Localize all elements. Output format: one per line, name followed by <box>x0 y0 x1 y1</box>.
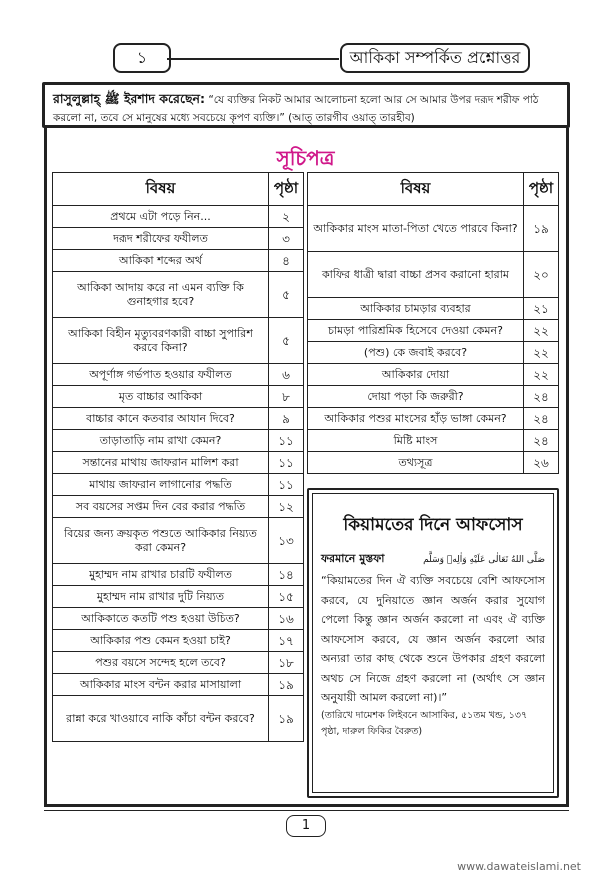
toc-subject: দোয়া পড়া কি জরুরী? <box>308 386 524 408</box>
toc-page: ৩ <box>269 228 304 250</box>
toc-row <box>53 430 304 452</box>
toc-row <box>308 452 559 474</box>
toc-row <box>308 298 559 320</box>
toc-row <box>53 452 304 474</box>
toc-subject: মাথায় জাফরান লাগানোর পদ্ধতি <box>53 474 269 496</box>
hadith-box <box>42 82 570 128</box>
toc-subject: সন্তানের মাথায় জাফরান মালিশ করা <box>53 452 269 474</box>
hadith-text: “যে ব্যক্তির নিকট আমার আলোচনা হলো আর সে আমার উপর দরূদ শরীফ পাঠ করলো না, তবে সে মানুষের মধ্যে সবচেয়ে কৃপণ ব্যক্তি।” (আত্ তারগীব ওয়াত্ তারহীব) <box>53 94 539 124</box>
toc-subject: পশুর বয়সে সন্দেহ হলে তবে? <box>53 652 269 674</box>
toc-row <box>53 496 304 518</box>
toc-subject: মৃত বাচ্চার আকিকা <box>53 386 269 408</box>
box-hadith-text: “কিয়ামতের দিন ঐ ব্যক্তি সবচেয়ে বেশি আফসোস করবে, যে দুনিয়াতে জ্ঞান অর্জন করার সুযোগ পেলো কিন্তু জ্ঞান অর্জন করলো না এবং ঐ ব্যক্তি আফসোস করবে, যে জ্ঞান অর্জন করলো আর অন্যরা তার কাছ থেকে শুনে উপকার গ্রহণ করলো অথচ সে নিজে গ্রহণ করলো না (অর্থাৎ সে জ্ঞান অনুযায়ী আমল করলো না)।” <box>321 574 545 704</box>
toc-subject: মুহাম্মদ নাম রাখার দুটি নিয়্যত <box>53 586 269 608</box>
toc-page: ৯ <box>269 408 304 430</box>
toc-row <box>53 364 304 386</box>
toc-subject: আকিকা আদায় করে না এমন ব্যক্তি কি গুনাহগার হবে? <box>53 272 269 318</box>
toc-subject: বিয়ের জন্য ক্রয়কৃত পশুতে আকিকার নিয়্যত করা কেমন? <box>53 518 269 564</box>
toc-row <box>53 564 304 586</box>
page-border-right <box>566 128 569 804</box>
toc-page: ২৪ <box>524 386 559 408</box>
toc-subject: অপূর্ণাঙ্গ গর্ভপাত হওয়ার ফযীলত <box>53 364 269 386</box>
toc-title: সূচিপত্র <box>276 146 335 170</box>
box-arabic-salutation: صَلَّى اللهُ تَعَالٰى عَلَيْهِ وَاٰلِهٖ وَسَلَّم <box>423 554 545 565</box>
chapter-number-badge: ১ <box>113 43 171 73</box>
website-url: www.dawateislami.net <box>457 860 581 873</box>
page-header-title: আকিকা সম্পর্কিত প্রশ্নোত্তর <box>340 43 530 73</box>
toc-subject: আকিকা বিহীন মৃত্যুবরণকারী বাচ্চা সুপারিশ করবে কিনা? <box>53 318 269 364</box>
toc-row <box>53 250 304 272</box>
toc-page: ১৯ <box>524 206 559 252</box>
toc-page: ১১ <box>269 452 304 474</box>
toc-row <box>53 674 304 696</box>
toc-page: ১১ <box>269 430 304 452</box>
toc-page: ১৯ <box>269 696 304 742</box>
toc-row <box>308 386 559 408</box>
toc-header-page: পৃষ্ঠা <box>269 173 304 206</box>
toc-subject: আকিকার পশুর মাংসের হাঁড় ভাঙ্গা কেমন? <box>308 408 524 430</box>
toc-subject: রান্না করে খাওয়াবে নাকি কাঁচা বন্টন করবে? <box>53 696 269 742</box>
toc-subject: (পশু) কে জবাই করবে? <box>308 342 524 364</box>
toc-row <box>308 408 559 430</box>
toc-page: ২৪ <box>524 408 559 430</box>
toc-subject: বাচ্চার কানে কতবার আযান দিবে? <box>53 408 269 430</box>
page-border-bottom <box>44 804 569 807</box>
toc-row <box>53 272 304 318</box>
toc-table-right <box>307 172 559 474</box>
regret-on-judgment-day-box <box>307 488 559 798</box>
toc-header-subject: বিষয় <box>53 173 269 206</box>
toc-row <box>308 364 559 386</box>
toc-row <box>53 318 304 364</box>
toc-row <box>53 408 304 430</box>
toc-subject: আকিকার মাংস বন্টন করার মাসায়ালা <box>53 674 269 696</box>
box-title: কিয়ামতের দিনে আফসোস <box>343 515 523 535</box>
box-lead: ফরমানে মুস্তফা <box>321 552 385 565</box>
toc-subject: আকিকার দোয়া <box>308 364 524 386</box>
toc-page: ১৬ <box>269 608 304 630</box>
toc-subject: সব বয়সের সপ্তম দিন বের করার পদ্ধতি <box>53 496 269 518</box>
toc-page: ১১ <box>269 474 304 496</box>
toc-row <box>308 252 559 298</box>
toc-row <box>53 652 304 674</box>
toc-page: ১৮ <box>269 652 304 674</box>
toc-row <box>53 630 304 652</box>
hadith-lead: রাসুলুল্লাহ্ ﷺ ইরশাদ করেছেন: <box>53 91 205 106</box>
toc-subject: আকিকাতে কতটি পশু হওয়া উচিত? <box>53 608 269 630</box>
toc-page: ২১ <box>524 298 559 320</box>
toc-subject: দরূদ শরীফের ফযীলত <box>53 228 269 250</box>
toc-row <box>53 586 304 608</box>
toc-page: ২৬ <box>524 452 559 474</box>
toc-page: ১২ <box>269 496 304 518</box>
header-divider <box>167 58 339 60</box>
toc-subject: তাড়াতাড়ি নাম রাখা কেমন? <box>53 430 269 452</box>
toc-subject: কাফির ধাত্রী দ্বারা বাচ্চা প্রসব করানো হারাম <box>308 252 524 298</box>
toc-row <box>308 320 559 342</box>
toc-page: ৫ <box>269 318 304 364</box>
toc-page: ৬ <box>269 364 304 386</box>
toc-subject: মুহাম্মদ নাম রাখার চারটি ফযীলত <box>53 564 269 586</box>
toc-subject: তথ্যসূত্র <box>308 452 524 474</box>
toc-page: ২২ <box>524 342 559 364</box>
toc-row <box>308 206 559 252</box>
toc-page: ২৪ <box>524 430 559 452</box>
toc-page: ১৫ <box>269 586 304 608</box>
toc-row <box>53 696 304 742</box>
toc-subject: প্রথমে এটা পড়ে নিন... <box>53 206 269 228</box>
page-border-left <box>44 128 47 804</box>
toc-page: ২২ <box>524 320 559 342</box>
toc-subject: মিষ্টি মাংস <box>308 430 524 452</box>
toc-page: ৪ <box>269 250 304 272</box>
toc-page: ২ <box>269 206 304 228</box>
toc-row <box>308 430 559 452</box>
toc-subject: আকিকা শব্দের অর্থ <box>53 250 269 272</box>
toc-subject: আকিকার চামড়ার ব্যবহার <box>308 298 524 320</box>
toc-row <box>308 342 559 364</box>
toc-subject: আকিকার মাংস মাতা-পিতা খেতে পারবে কিনা? <box>308 206 524 252</box>
toc-row <box>53 474 304 496</box>
toc-table-left <box>52 172 304 742</box>
toc-row <box>53 608 304 630</box>
toc-row <box>53 518 304 564</box>
page-border-bottom-thin <box>44 810 569 811</box>
box-reference: (তারিখে দামেশক লিইবনে আসাকির, ৫১তম খন্ড, ১৩৭ পৃষ্ঠা, দারুল ফিকির বৈরুত) <box>321 709 528 737</box>
toc-header-subject: বিষয় <box>308 173 524 206</box>
toc-subject: আকিকার পশু কেমন হওয়া চাই? <box>53 630 269 652</box>
toc-page: ১৩ <box>269 518 304 564</box>
toc-page: ২০ <box>524 252 559 298</box>
page-number: 1 <box>286 815 326 837</box>
toc-page: ১৪ <box>269 564 304 586</box>
toc-subject: চামড়া পারিশ্রমিক হিসেবে দেওয়া কেমন? <box>308 320 524 342</box>
toc-row <box>53 386 304 408</box>
toc-page: ২২ <box>524 364 559 386</box>
toc-row <box>53 228 304 250</box>
toc-page: ১৭ <box>269 630 304 652</box>
toc-row <box>53 206 304 228</box>
toc-header-page: পৃষ্ঠা <box>524 173 559 206</box>
toc-page: ১৯ <box>269 674 304 696</box>
toc-page: ৮ <box>269 386 304 408</box>
toc-page: ৫ <box>269 272 304 318</box>
